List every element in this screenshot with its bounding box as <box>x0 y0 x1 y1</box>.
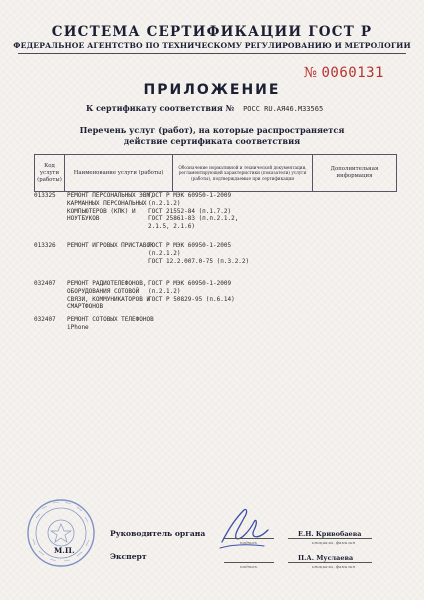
expert-signature-line <box>224 562 274 563</box>
row-normative-docs: ГОСТ Р МЭК 60950-1-2005 (п.2.1.2) ГОСТ 12.2.007.0-75 (п.3.2.2) <box>148 242 250 265</box>
system-title: СИСТЕМА СЕРТИФИКАЦИИ ГОСТ Р <box>51 24 373 40</box>
services-table-header <box>34 154 397 192</box>
row-service-name: РЕМОНТ СОТОВЫХ ТЕЛЕФОНОВ iPhone <box>67 316 154 331</box>
agency-name: ФЕДЕРАЛЬНОЕ АГЕНТСТВО ПО ТЕХНИЧЕСКОМУ РЕГУЛИРОВАНИЮ И МЕТРОЛОГИИ <box>13 41 411 50</box>
expert-label: Эксперт <box>110 552 147 561</box>
header-info: Дополнительная информация <box>313 155 397 192</box>
header-norm: Обозначение нормативной и технической документации, регламентирующей характеристики (показатели) услуги (работы), подтверждаемые при сертификации <box>173 155 313 192</box>
expert-name-line <box>288 562 372 563</box>
row-code: 013325 <box>34 192 56 199</box>
header-name: Наименование услуги (работы) <box>65 155 173 192</box>
organization-seal-icon <box>26 498 96 568</box>
row-code: 032407 <box>34 280 56 287</box>
head-name-line <box>288 538 372 539</box>
list-title-line-2: действие сертификата соответствия <box>123 136 301 146</box>
row-code: 032407 <box>34 316 56 323</box>
row-service-name: РЕМОНТ ПЕРСОНАЛЬНЫХ ЭВМ, КАРМАННЫХ ПЕРСОНАЛЬНЫХ КОМПЬЮТЕРОВ (КПК) И НОУТБУКОВ <box>67 192 154 223</box>
serial-value: 0060131 <box>321 65 384 81</box>
row-code: 013326 <box>34 242 56 249</box>
header-code: Код услуги (работы) <box>35 155 65 192</box>
row-normative-docs: ГОСТ Р МЭК 60950-1-2009 (п.2.1.2) ГОСТ Р 50829-95 (п.6.14) <box>148 280 235 303</box>
expert-signature-caption: подпись <box>240 564 258 569</box>
stamp-label: М.П. <box>54 546 75 555</box>
serial-prefix: № <box>303 65 318 81</box>
row-normative-docs: ГОСТ Р МЭК 60950-1-2009 (п.2.1.2) ГОСТ 21552-84 (п.1.7.2) ГОСТ 25861-83 (п.п.2.1.2, 2.1.5, 2.1.6) <box>148 192 239 231</box>
serial-number <box>304 65 384 81</box>
certificate-reference <box>86 103 323 113</box>
head-signature-caption: подпись <box>240 540 258 545</box>
head-of-body-label: Руководитель органа <box>110 529 206 538</box>
list-title-line-1: Перечень услуг (работ), на которые распространяется <box>79 125 345 135</box>
head-name-caption: инициалы, фамилия <box>312 540 356 545</box>
expert-name: П.А. Муслаева <box>298 554 354 562</box>
handwritten-signature-icon <box>214 500 274 560</box>
head-name: Е.Н. Кривобаева <box>298 530 362 538</box>
head-signature-line <box>224 538 274 539</box>
header-divider <box>18 53 406 54</box>
list-title <box>0 125 424 147</box>
appendix-title: ПРИЛОЖЕНИЕ <box>143 82 281 98</box>
row-service-name: РЕМОНТ ИГРОВЫХ ПРИСТАВОК <box>67 242 154 249</box>
certificate-label: К сертификату соответствия № <box>86 103 235 113</box>
expert-name-caption: инициалы, фамилия <box>312 564 356 569</box>
certificate-number: РОСС RU.АЯ46.М33565 <box>243 105 324 113</box>
row-service-name: РЕМОНТ РАДИОТЕЛЕФОНОВ, ОБОРУДОВАНИЯ СОТОВОЙ СВЯЗИ, КОММУНИКАТОРОВ И СМАРТФОНОВ <box>67 280 151 311</box>
